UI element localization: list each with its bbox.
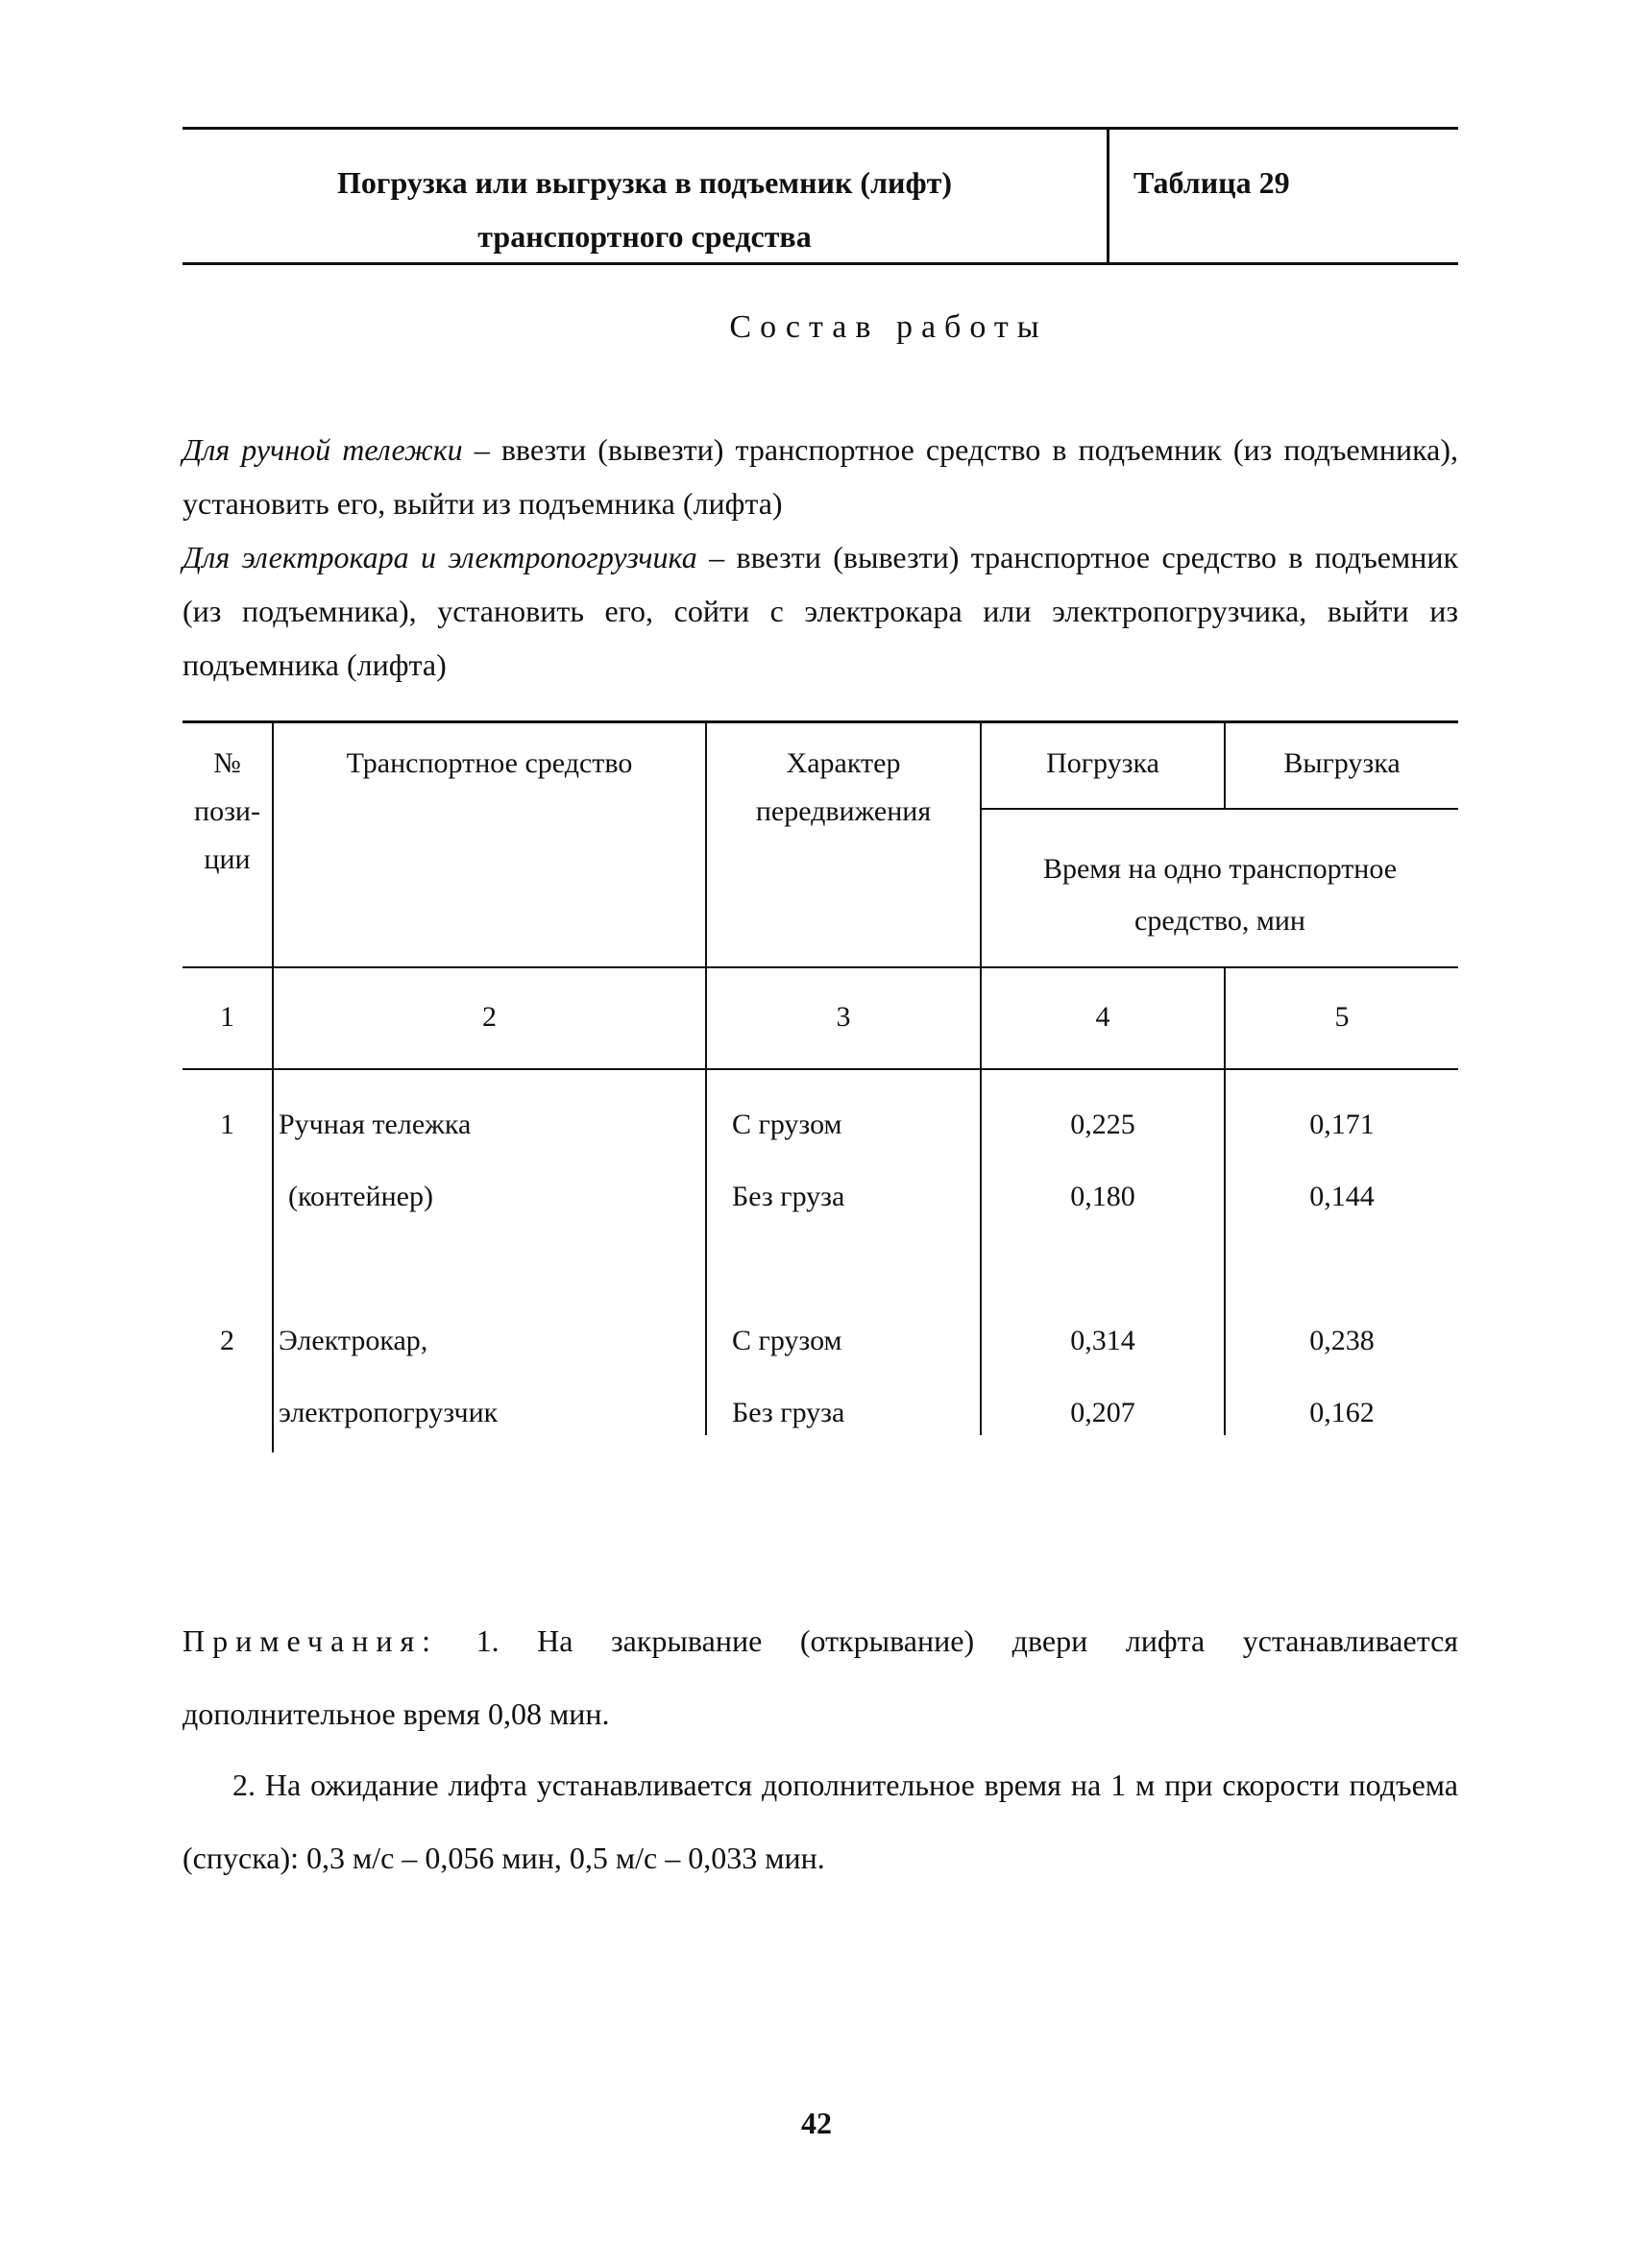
row-2-vehicle-line-1: Электрокар, (279, 1325, 428, 1356)
row-1-movement-1: С грузом (732, 1109, 842, 1140)
note-1 (183, 1604, 1458, 1750)
column-number-5: 5 (1334, 1001, 1350, 1033)
header-bottom-rule (183, 262, 1458, 265)
header-time-line-1: Время на одно транспортное (1042, 853, 1398, 885)
header-position-line-1: № (213, 747, 241, 779)
column-number-3: 3 (836, 1001, 851, 1033)
table-colnum-bottom-rule (183, 1068, 1458, 1070)
header-divider (1107, 127, 1109, 265)
work-paragraph-1-text: – ввезти (вывезти) транспортное средство в подъемник (из подъемника), установить его, выйти из подъемника (лифта) (183, 432, 1459, 521)
header-vehicle: Транспортное средство (346, 747, 633, 779)
note-1-text: 1. На закрывание (открывание) двери лифта устанавливается дополнительное время 0,08 мин. (183, 1623, 1458, 1731)
table-subheader-rule (980, 808, 1458, 810)
header-top-rule (183, 127, 1458, 130)
header-loading: Погрузка (1046, 747, 1159, 779)
row-2-unloading-1: 0,238 (1309, 1325, 1375, 1356)
note-2 (183, 1748, 1458, 1894)
column-number-4: 4 (1095, 1001, 1110, 1033)
row-1-loading-1: 0,225 (1070, 1109, 1135, 1140)
work-paragraph-1-lead: Для ручной тележки (183, 432, 463, 467)
work-paragraph-2-text: – ввезти (вывезти) транспортное средство в подъемник (из подъемника), установить его, сойти с электрокара или электропогрузчика, выйти из подъемника (лифта) (183, 540, 1459, 682)
norms-table (183, 720, 1458, 1441)
header-unloading: Выгрузка (1283, 747, 1401, 779)
column-number-2: 2 (482, 1001, 497, 1033)
notes-label: Примечания: (183, 1623, 439, 1658)
title-line-2: транспортного средства (477, 219, 812, 254)
header-movement-line-2: передвижения (755, 795, 932, 827)
row-1-loading-2: 0,180 (1070, 1181, 1135, 1212)
header-time-line-2: средство, мин (1134, 905, 1305, 937)
work-paragraph-2-lead: Для электрокара и электропогрузчика (183, 540, 697, 574)
work-paragraph-2 (183, 530, 1458, 692)
page-number: 42 (801, 2106, 832, 2140)
table-vline-1 (272, 720, 274, 1452)
table-number: Таблица 29 (1133, 165, 1290, 200)
row-1-unloading-1: 0,171 (1309, 1109, 1375, 1140)
row-1-vehicle-line-1: Ручная тележка (279, 1109, 472, 1140)
row-2-loading-1: 0,314 (1070, 1325, 1135, 1356)
row-2-loading-2: 0,207 (1070, 1397, 1135, 1428)
row-1-unloading-2: 0,144 (1309, 1181, 1375, 1212)
table-top-rule (183, 720, 1458, 723)
row-2-vehicle-line-2: электропогрузчик (279, 1397, 499, 1428)
row-1-vehicle-line-2: (контейнер) (288, 1181, 433, 1212)
note-2-text: 2. На ожидание лифта устанавливается дополнительное время на 1 м при скорости подъема (спуска): 0,3 м/с – 0,056 мин, 0,5 м/с – 0,033 мин. (183, 1768, 1458, 1875)
header-movement-line-1: Характер (786, 747, 901, 779)
header-movement (707, 740, 980, 836)
document-title (183, 156, 1107, 263)
row-1-position: 1 (220, 1109, 234, 1140)
title-line-1: Погрузка или выгрузка в подъемник (лифт) (337, 165, 952, 200)
row-1-movement-2: Без груза (732, 1181, 845, 1212)
row-2-movement-1: С грузом (732, 1325, 842, 1356)
table-header-bottom-rule (183, 966, 1458, 968)
work-paragraph-1 (183, 423, 1458, 530)
row-2-unloading-2: 0,162 (1309, 1397, 1375, 1428)
section-title: Состав работы (729, 309, 1048, 345)
header-position (183, 740, 272, 884)
header-position-line-2: пози- (194, 795, 260, 827)
header-time (982, 843, 1458, 947)
row-2-position: 2 (220, 1325, 234, 1356)
row-2-movement-2: Без груза (732, 1397, 845, 1428)
header-position-line-3: ции (204, 843, 251, 875)
column-number-1: 1 (220, 1001, 234, 1033)
table-header-block (183, 127, 1458, 265)
